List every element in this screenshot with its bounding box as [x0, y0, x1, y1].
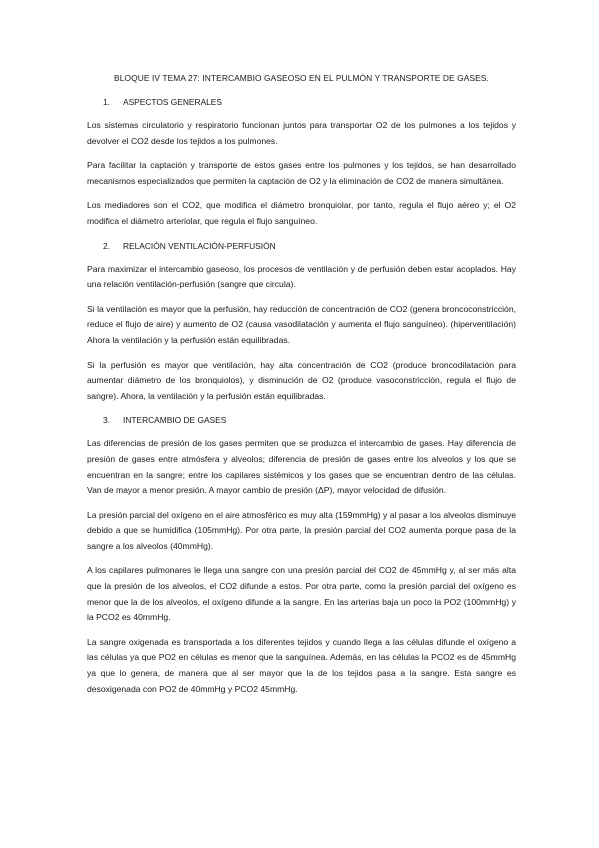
document-title: BLOQUE IV TEMA 27: INTERCAMBIO GASEOSO EN EL PULMÓN Y TRANSPORTE DE GASES.: [114, 73, 489, 83]
document-body: [87, 71, 516, 706]
section-heading-intercambio-de-gases: [87, 413, 516, 427]
paragraph: Para maximizar el intercambio gaseoso, los procesos de ventilación y de perfusión deben estar acoplados. Hay una relación ventilación-perfusión (sangre que circula).: [87, 263, 516, 290]
section-title: RELACIÓN VENTILACIÓN-PERFUSIÓN: [123, 240, 276, 251]
section-number: 3.: [103, 415, 110, 426]
section-title: INTERCAMBIO DE GASES: [123, 415, 227, 426]
paragraph: Si la ventilación es mayor que la perfusión, hay reducción de concentración de CO2 (genera broncoconstricción, reduce el flujo de aire) y aumento de O2 (causa vasodilatación y aumenta el flujo sanguíneo). (hiperventilación) Ahora la ventilación y la perfusión están equilibradas.: [87, 303, 516, 345]
paragraph: A los capilares pulmonares le llega una sangre con una presión parcial del CO2 de 45mmHg y, al ser más alta que la presión de los alveolos, el CO2 difunde a estos. Por otra parte, como la presión parcial del oxígeno es menor que la de los alveolos, el oxígeno difunde a la sangre. En las arterias baja un poco la PO2 (100mmHg) y la PCO2 es 40mmHg.: [87, 565, 516, 623]
section-title: ASPECTOS GENERALES: [123, 97, 222, 107]
paragraph: La presión parcial del oxígeno en el aire atmosférico es muy alta (159mmHg) y al pasar a los alveolos disminuye debido a que se humidifica (105mmHg). Por otra parte, la presión parcial del CO2 aumenta porque pasa de la sangre a los alveolos (40mmHg).: [87, 509, 516, 551]
paragraph: Los mediadores son el CO2, que modifica el diámetro bronquiolar, por tanto, regula el flujo aéreo y; el O2 modifica el diámetro arteriolar, que regula el flujo sanguíneo.: [87, 200, 516, 226]
paragraph: Para facilitar la captación y transporte de estos gases entre los pulmones y los tejidos, se han desarrollado mecanismos especializados que permiten la captación de O2 y la eliminación de CO2 de manera simultánea.: [87, 160, 516, 186]
section-heading-relacion-ventilacion-perfusion: [87, 239, 516, 253]
section-number: 2.: [103, 240, 110, 251]
paragraph: Si la perfusión es mayor que ventilación, hay alta concentración de CO2 (produce broncodilatación para aumentar diámetro de los bronquiolos), y disminución de O2 (produce vasoconstricción, regula el flujo de sangre). Ahora, la ventilación y la perfusión están equilibradas.: [87, 359, 516, 401]
section-heading-aspectos-generales: [87, 95, 516, 109]
section-number: 1.: [103, 97, 110, 107]
paragraph: Las diferencias de presión de los gases permiten que se produzca el intercambio de gases. Hay diferencia de presión de gases entre atmósfera y alveolos; diferencia de presión de gases entre los alveolos y los que se encuentran en la sangre; entre los capilares sistémicos y los gases que se encuentran dentro de las células. Van de mayor a menor presión. A mayor cambio de presión (ΔP), mayor velocidad de difusión.: [87, 438, 516, 496]
paragraph: Los sistemas circulatorio y respiratorio funcionan juntos para transportar O2 de los pulmones a los tejidos y devolver el CO2 desde los tejidos a los pulmones.: [87, 120, 516, 146]
paragraph: La sangre oxigenada es transportada a los diferentes tejidos y cuando llega a las células difunde el oxígeno a las células ya que PO2 en células es menor que la sanguínea. Además, en las células la PCO2 es de 45mmHg ya que lo genera, de manera que al ser mayor que la de los tejidos pasa a la sangre. Esta sangre es desoxigenada con PO2 de 40mmHg y PCO2 45mmHg.: [87, 636, 516, 694]
